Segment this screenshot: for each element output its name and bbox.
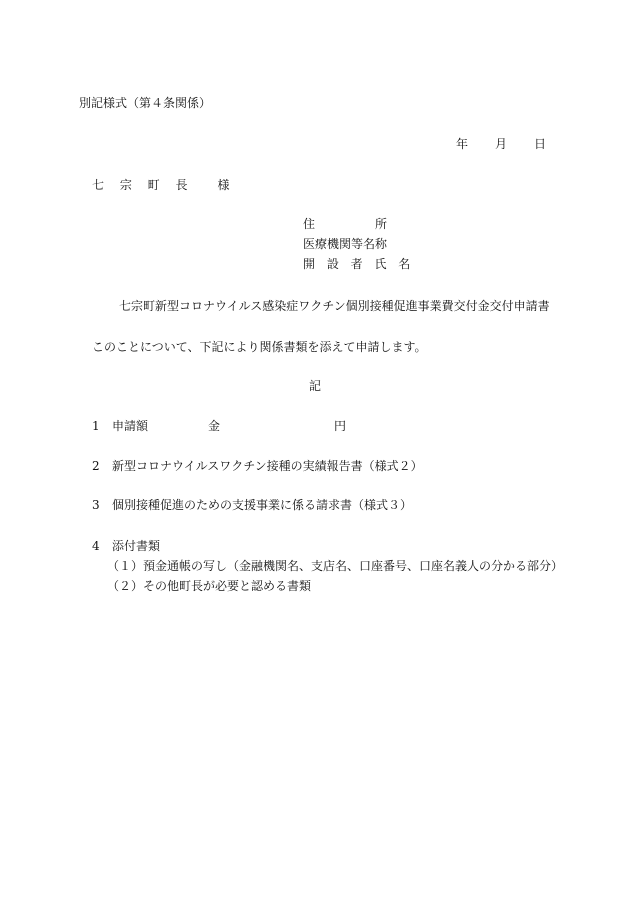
applicant-founder-label: 開 設 者 氏 名 (303, 257, 415, 271)
lead-text: このことについて、下記により関係書類を添えて申請します。 (92, 340, 427, 354)
address-char-2: 所 (374, 217, 387, 231)
date-day: 日 (533, 137, 546, 151)
addressee (92, 179, 229, 191)
form-reference: 別記様式（第４条関係） (79, 96, 212, 110)
ki-heading: 記 (309, 379, 322, 393)
applicant-institution-label: 医療機関等名称 (303, 237, 388, 251)
item-number: 4 (92, 539, 100, 553)
item-text: 個別接種促進のための支援事業に係る請求書（様式３） (112, 498, 413, 512)
item-application-amount (92, 420, 346, 432)
addressee-honorific: 様 (217, 178, 230, 192)
address-char-1: 住 (303, 217, 316, 231)
item-performance-report (92, 460, 423, 472)
date-line (456, 138, 546, 150)
document-title: 七宗町新型コロナウイルス感染症ワクチン個別接種促進事業費交付金交付申請書 (119, 299, 550, 313)
applicant-address-label (303, 218, 387, 230)
kin-label: 金 (208, 419, 221, 433)
attachment-bankbook-copy: （１）預金通帳の写し（金融機関名、支店名、口座番号、口座名義人の分かる部分） (107, 559, 564, 573)
item-invoice (92, 499, 412, 511)
item-text: 新型コロナウイルスワクチン接種の実績報告書（様式２） (112, 459, 423, 473)
item-number: 3 (92, 498, 100, 512)
attachment-other-documents: （２）その他町長が必要と認める書類 (107, 579, 312, 593)
item-number: 2 (92, 459, 100, 473)
item-label: 申請額 (112, 419, 149, 433)
date-month: 月 (494, 137, 507, 151)
yen-label: 円 (334, 419, 347, 433)
date-year: 年 (456, 137, 469, 151)
item-attachments (92, 540, 160, 552)
addressee-town-head: 七 宗 町 長 (92, 178, 194, 192)
item-text: 添付書類 (112, 539, 161, 553)
item-number: 1 (92, 419, 100, 433)
